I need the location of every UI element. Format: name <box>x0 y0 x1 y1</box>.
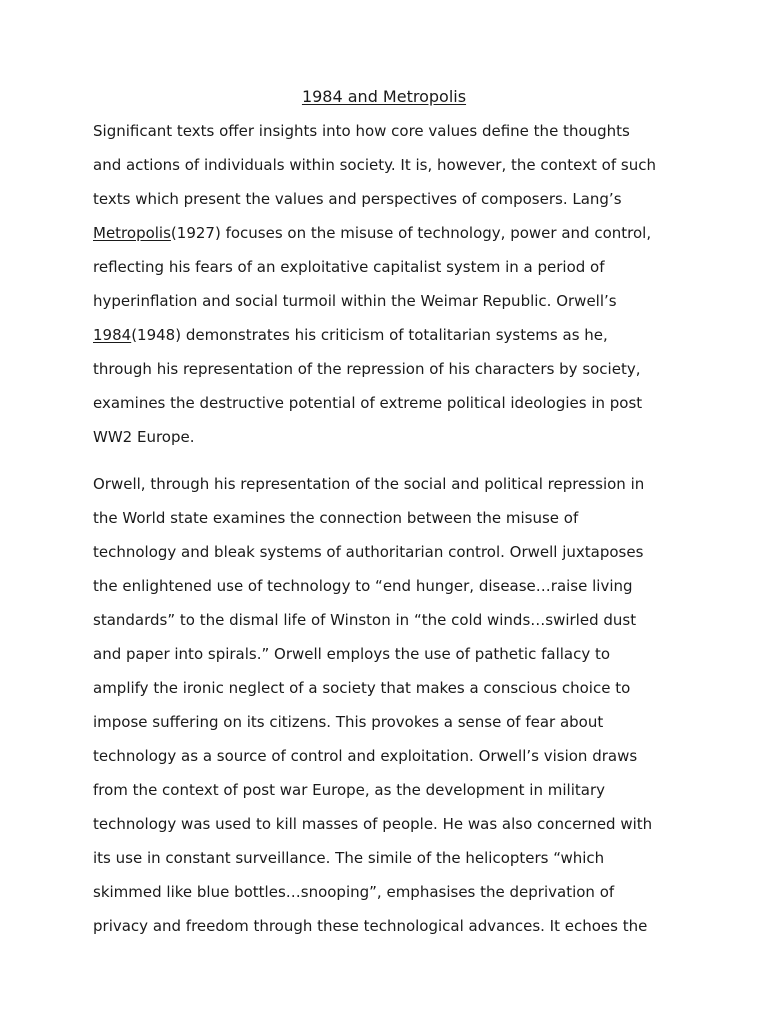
text-line: and actions of individuals within society. It is, however, the context of such <box>93 156 656 174</box>
text-span: (1927) focuses on the misuse of technology, power and control, <box>170 224 652 242</box>
text-line: the World state examines the connection between the misuse of <box>93 509 579 527</box>
text-line: impose suffering on its citizens. This provokes a sense of fear about <box>93 713 604 731</box>
text-line: its use in constant surveillance. The simile of the helicopters “which <box>93 849 605 867</box>
text-span: (1948) demonstrates his criticism of totalitarian systems as he, <box>131 326 608 344</box>
text-line: technology as a source of control and exploitation. Orwell’s vision draws <box>93 747 638 765</box>
text-line: reflecting his fears of an exploitative capitalist system in a period of <box>93 258 605 276</box>
text-line: amplify the ironic neglect of a society that makes a conscious choice to <box>93 679 631 697</box>
text-line <box>93 325 693 345</box>
text-line: examines the destructive potential of extreme political ideologies in post <box>93 394 643 412</box>
text-line: texts which present the values and perspectives of composers. Lang’s <box>93 190 622 208</box>
text-line: standards” to the dismal life of Winston in “the cold winds…swirled dust <box>93 611 637 629</box>
text-line: technology was used to kill masses of people. He was also concerned with <box>93 815 653 833</box>
metropolis-title: Metropolis <box>93 224 171 242</box>
text-line: through his representation of the repression of his characters by society, <box>93 360 641 378</box>
text-line: Orwell, through his representation of the social and political repression in <box>93 475 645 493</box>
book-1984-title: 1984 <box>93 326 132 344</box>
text-line: from the context of post war Europe, as the development in military <box>93 781 605 799</box>
text-line: and paper into spirals.” Orwell employs the use of pathetic fallacy to <box>93 645 611 663</box>
text-line: WW2 Europe. <box>93 428 195 446</box>
text-line: technology and bleak systems of authoritarian control. Orwell juxtaposes <box>93 543 644 561</box>
text-line <box>93 223 693 243</box>
text-line: hyperinflation and social turmoil within the Weimar Republic. Orwell’s <box>93 292 617 310</box>
document-title: 1984 and Metropolis <box>301 87 467 106</box>
text-line: Significant texts offer insights into how core values define the thoughts <box>93 122 630 140</box>
text-line: the enlightened use of technology to “end hunger, disease…raise living <box>93 577 633 595</box>
text-line: privacy and freedom through these technological advances. It echoes the <box>93 917 648 935</box>
text-line: skimmed like blue bottles…snooping”, emphasises the deprivation of <box>93 883 615 901</box>
